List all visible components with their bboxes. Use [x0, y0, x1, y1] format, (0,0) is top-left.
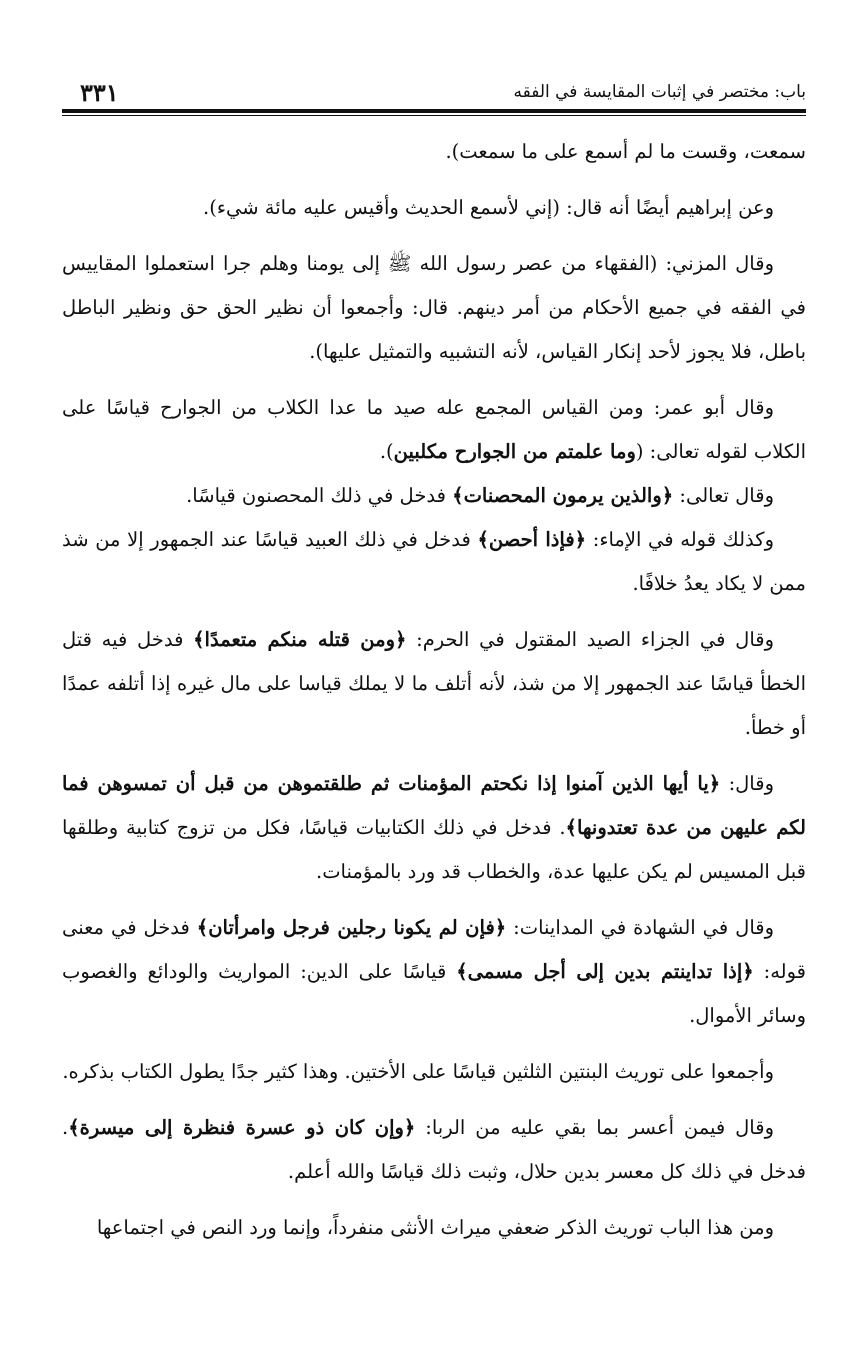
text-run: وكذلك قوله في الإماء: — [586, 528, 774, 551]
paragraph — [62, 906, 806, 1038]
text-run: فدخل في ذلك المحصنون قياسًا. — [186, 484, 453, 507]
quoted-verse: ﴿وإن كان ذو عسرة فنظرة إلى ميسرة﴾ — [68, 1116, 416, 1139]
header-rule-thin — [62, 115, 806, 116]
paragraph — [62, 1206, 806, 1250]
text-run: . فدخل في ذلك الكتابيات قياسًا، فكل من تزوج كتابية وطلقها قبل المسيس لم يكن عليها عدة، والخطاب قد ورد بالمؤمنات. — [62, 816, 806, 883]
text-run: وقال المزني: (الفقهاء من عصر رسول الله ﷺ إلى يومنا وهلم جرا استعملوا المقاييس في الفقه في جميع الأحكام من أمر دينهم. قال: وأجمعوا أن نظير الحق حق ونظير الباطل باطل، فلا يجوز لأحد إنكار القياس، لأنه التشبيه والتمثيل عليها). — [62, 252, 806, 363]
page-header — [62, 78, 806, 108]
text-run: وقال أبو عمر: ومن القياس المجمع عله صيد ما عدا الكلاب من الجوارح قياسًا على الكلاب لقوله تعالى: ( — [62, 396, 806, 463]
running-header-title: باب: مختصر في إثبات المقايسة في الفقه — [513, 82, 806, 102]
quoted-verse: ﴿والذين يرمون المحصنات﴾ — [452, 484, 674, 507]
paragraph — [62, 762, 806, 894]
paragraph — [62, 242, 806, 374]
paragraph — [62, 518, 806, 606]
paragraph — [62, 186, 806, 230]
quoted-verse: ﴿يا أيها الذين آمنوا إذا نكحتم المؤمنات ثم طلقتموهن من قبل أن تمسوهن فما لكم عليهن من عدة تعتدونها﴾ — [62, 772, 806, 839]
text-run: ومن هذا الباب توريث الذكر ضعفي ميراث الأنثى منفرداً، وإنما ورد النص في اجتماعها — [96, 1216, 774, 1239]
text-run: وقال تعالى: — [673, 484, 774, 507]
text-run: وقال في الجزاء الصيد المقتول في الحرم: — [406, 628, 774, 651]
body-text — [62, 130, 806, 1250]
text-run: وأجمعوا على توريث البنتين الثلثين قياسًا على الأختين. وهذا كثير جدًا يطول الكتاب بذكره. — [62, 1060, 774, 1083]
text-run: وقال فيمن أعسر بما بقي عليه من الربا: — [415, 1116, 774, 1139]
text-run: ). — [379, 440, 394, 463]
text-run: وعن إبراهيم أيضًا أنه قال: (إني لأسمع الحديث وأقيس عليه مائة شيء). — [203, 196, 774, 219]
page-number: ٣٣١ — [80, 78, 119, 107]
text-run: سمعت، وقست ما لم أسمع على ما سمعت). — [445, 140, 806, 163]
text-run: وقال في الشهادة في المداينات: — [506, 916, 774, 939]
paragraph — [62, 618, 806, 750]
paragraph — [62, 474, 806, 518]
text-run: وقال: — [720, 772, 774, 795]
paragraph — [62, 130, 806, 174]
text-run: فدخل في ذلك العبيد قياسًا عند الجمهور إلا من شذ ممن لا يكاد يعدُ خلافًا. — [62, 528, 806, 595]
text-run: قياسًا على الدين: المواريث والودائع والغصوب وسائر الأموال. — [62, 960, 806, 1027]
paragraph — [62, 1050, 806, 1094]
quoted-verse: ﴿فإن لم يكونا رجلين فرجل وامرأتان﴾ — [196, 916, 507, 939]
text-run: . فدخل في ذلك كل معسر بدين حلال، وثبت ذلك قياسًا والله أعلم. — [62, 1116, 806, 1183]
quoted-verse: ﴿فإذا أحصن﴾ — [477, 528, 587, 551]
text-run: فدخل فيه قتل الخطأ قياسًا عند الجمهور إلا من شذ، لأنه أتلف ما لا يملك قياسا على مال غيره إذا أتلفه عمدًا أو خطأ. — [62, 628, 806, 739]
quoted-verse: ﴿ومن قتله منكم متعمدًا﴾ — [193, 628, 407, 651]
text-run: فدخل في معنى قوله: — [62, 916, 806, 983]
header-rule-thick — [62, 109, 806, 113]
paragraph — [62, 386, 806, 474]
quoted-verse: وما علمتم من الجوارح مكلبين — [393, 440, 636, 463]
quoted-verse: ﴿إذا تداينتم بدين إلى أجل مسمى﴾ — [456, 960, 754, 983]
paragraph — [62, 1106, 806, 1194]
